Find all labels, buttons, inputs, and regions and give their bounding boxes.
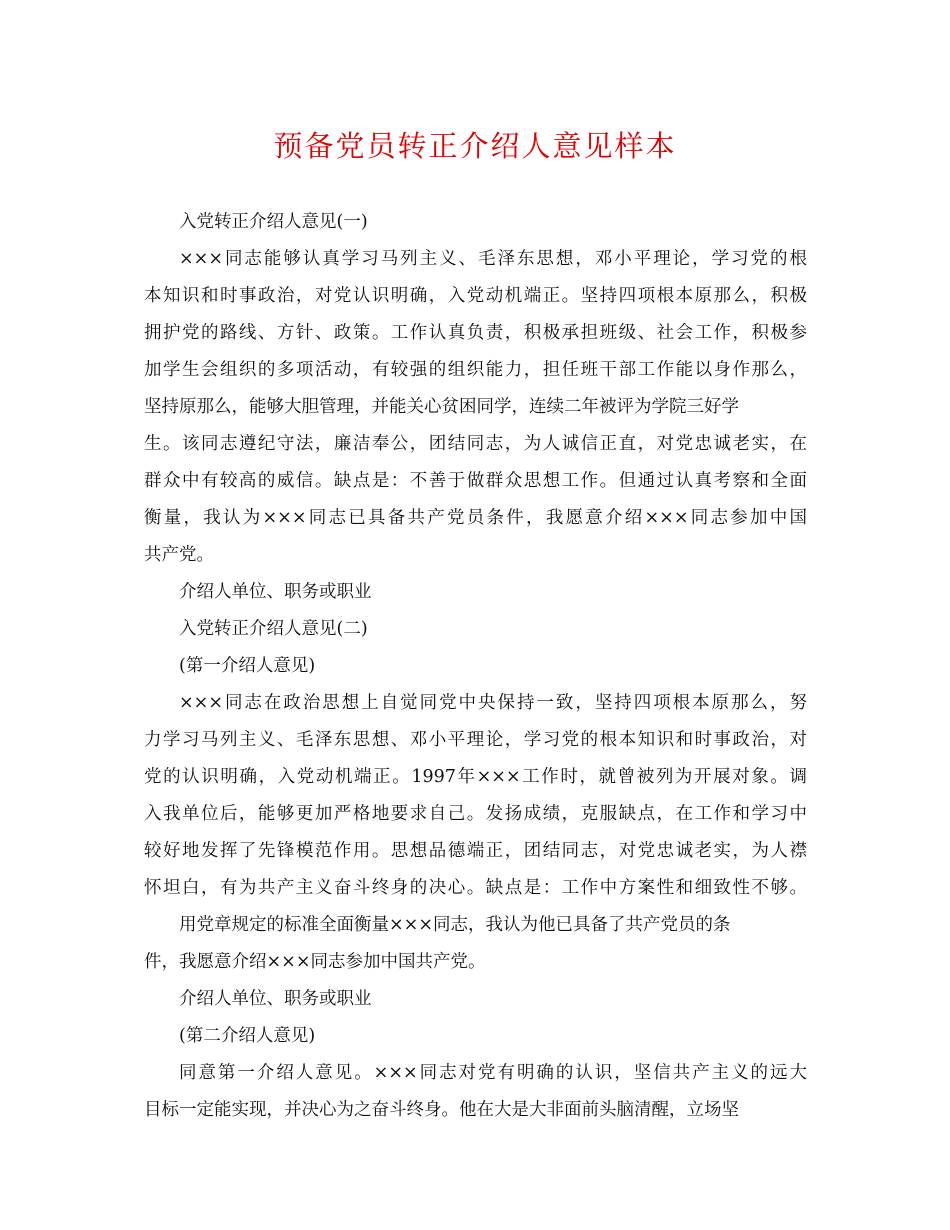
text-line: 拥护党的路线、方针、政策。工作认真负责，积极承担班级、社会工作，积极参 [144,323,807,343]
text-line: 介绍人单位、职务或职业 [179,989,372,1009]
document-body [144,204,807,1129]
text-line: ×××同志能够认真学习马列主义、毛泽东思想，邓小平理论，学习党的根 [179,249,807,269]
text-line: (第一介绍人意见) [179,656,316,676]
text-line: 生。该同志遵纪守法，廉洁奉公，团结同志，为人诚信正直，对党忠诚老实，在 [144,434,807,454]
text-line: 本知识和时事政治，对党认识明确，入党动机端正。坚持四项根本原那么，积极 [144,286,807,306]
text-line: 入我单位后，能够更加严格地要求自己。发扬成绩，克服缺点，在工作和学习中 [144,804,807,824]
document-title: 预备党员转正介绍人意见样本 [273,129,677,163]
text-line: 怀坦白，有为共产主义奋斗终身的决心。缺点是：工作中方案性和细致性不够。 [144,878,807,898]
text-line: 党的认识明确，入党动机端正。1997年×××工作时，就曾被列为开展对象。调 [144,767,807,787]
text-line: 较好地发挥了先锋模范作用。思想品德端正，团结同志，对党忠诚老实，为人襟 [144,841,807,861]
text-line: 目标一定能实现，并决心为之奋斗终身。他在大是大非面前头脑清醒，立场坚 [144,1100,739,1120]
text-line: 件，我愿意介绍×××同志参加中国共产党。 [144,952,486,972]
text-line: 介绍人单位、职务或职业 [179,582,372,602]
text-line: 共产党。 [144,545,214,565]
text-line: 群众中有较高的威信。缺点是：不善于做群众思想工作。但通过认真考察和全面 [144,471,807,491]
text-line: 衡量，我认为×××同志已具备共产党员条件，我愿意介绍×××同志参加中国 [144,508,807,528]
text-line: (第二介绍人意见) [179,1026,316,1046]
text-line: 入党转正介绍人意见(一) [179,212,368,232]
text-line: 用党章规定的标准全面衡量×××同志，我认为他已具备了共产党员的条 [179,915,731,935]
text-line: 入党转正介绍人意见(二) [179,619,368,639]
text-line: 同意第一介绍人意见。×××同志对党有明确的认识，坚信共产主义的远大 [179,1063,807,1083]
text-line: 坚持原那么，能够大胆管理，并能关心贫困同学，连续二年被评为学院三好学 [144,397,739,417]
text-line: ×××同志在政治思想上自觉同党中央保持一致，坚持四项根本原那么，努 [179,693,807,713]
text-line: 加学生会组织的多项活动，有较强的组织能力，担任班干部工作能以身作那么， [144,360,807,380]
text-line: 力学习马列主义、毛泽东思想、邓小平理论，学习党的根本知识和时事政治，对 [144,730,807,750]
